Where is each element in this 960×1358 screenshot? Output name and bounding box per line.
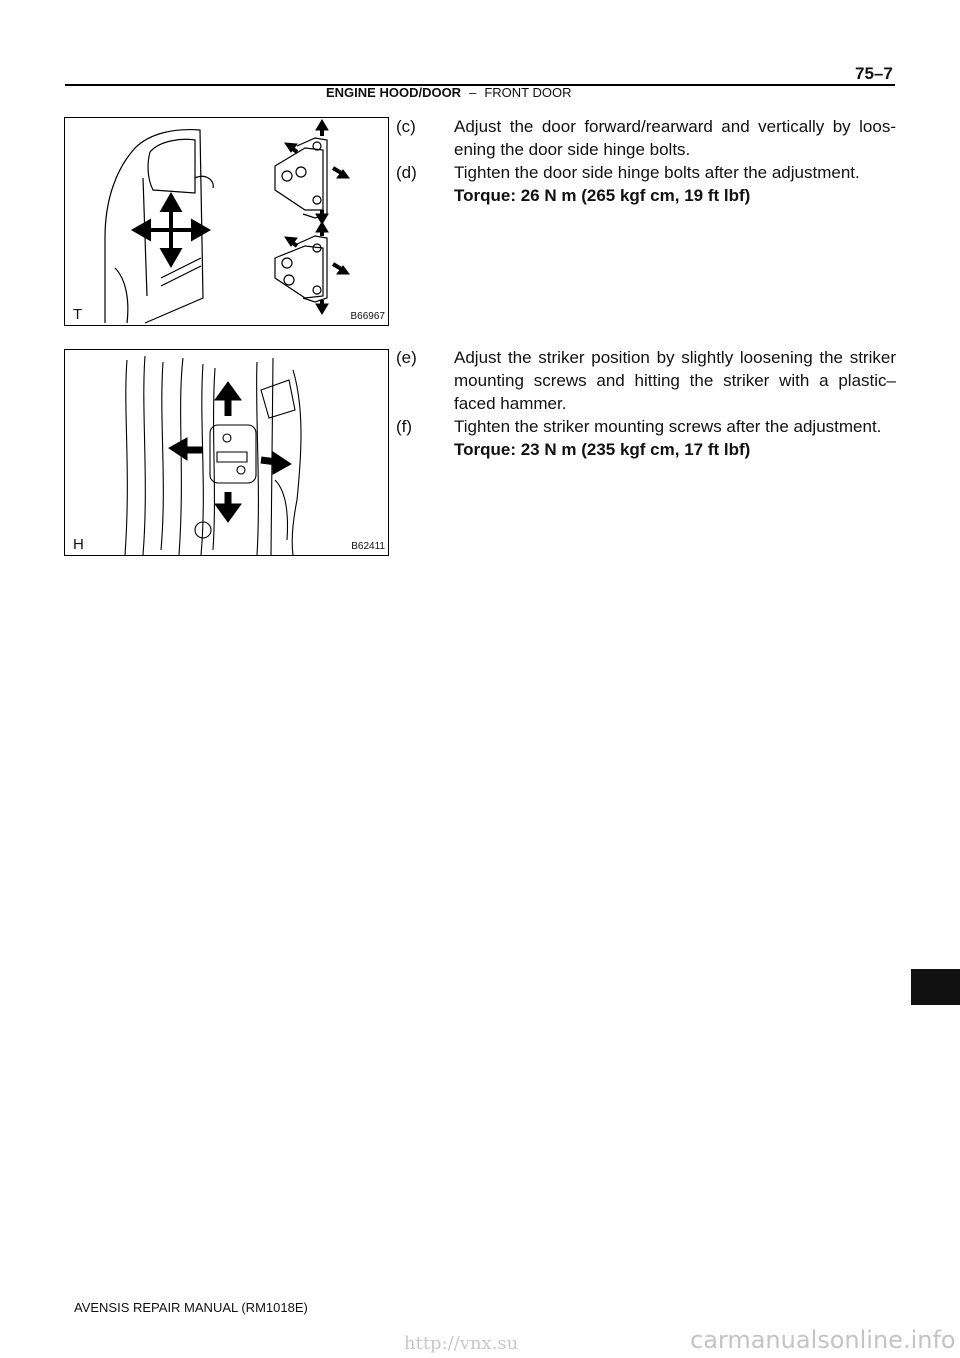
step-text: Adjust the striker position by slightly loosening the striker mounting screws and hitting the striker with a plastic–faced hammer. xyxy=(454,348,896,413)
step-text: Tighten the door side hinge bolts after the adjustment. xyxy=(454,163,860,182)
watermark-link[interactable]: http://vnx.su xyxy=(404,1333,519,1354)
step-f xyxy=(396,415,896,461)
watermark-site: carmanualsonline.info xyxy=(690,1326,956,1354)
running-header xyxy=(326,85,571,100)
step-c xyxy=(396,115,896,161)
step-e xyxy=(396,346,896,415)
door-hinge-illustration xyxy=(65,118,388,325)
page-number: 75–7 xyxy=(855,64,893,83)
step-text: Adjust the door forward/rearward and vertically by loos-ening the door side hinge bolts. xyxy=(454,117,896,159)
figure-corner-mark: H xyxy=(73,536,84,553)
torque-spec: Torque: 23 N m (235 kgf cm, 17 ft lbf) xyxy=(454,440,751,459)
subsection-title: FRONT DOOR xyxy=(484,85,572,100)
step-d xyxy=(396,161,896,207)
figure-code: B62411 xyxy=(351,541,385,552)
step-label: (c) xyxy=(396,117,416,136)
steps-door-adjustment xyxy=(396,115,896,207)
figure-code: B66967 xyxy=(350,311,385,322)
torque-spec: Torque: 26 N m (265 kgf cm, 19 ft lbf) xyxy=(454,186,751,205)
figure-door-hinge xyxy=(64,117,389,326)
step-text: Tighten the striker mounting screws after the adjustment. xyxy=(454,417,882,436)
section-side-tab xyxy=(911,969,960,1005)
steps-striker-adjustment xyxy=(396,346,896,461)
step-label: (d) xyxy=(396,163,417,182)
step-label: (f) xyxy=(396,417,413,436)
figure-corner-mark: T xyxy=(73,306,83,323)
section-title: ENGINE HOOD/DOOR xyxy=(326,85,462,100)
footer-manual-title: AVENSIS REPAIR MANUAL (RM1018E) xyxy=(74,1300,308,1315)
striker-illustration xyxy=(65,350,388,555)
header-separator: – xyxy=(469,85,477,100)
figure-striker xyxy=(64,349,389,556)
step-label: (e) xyxy=(396,348,417,367)
